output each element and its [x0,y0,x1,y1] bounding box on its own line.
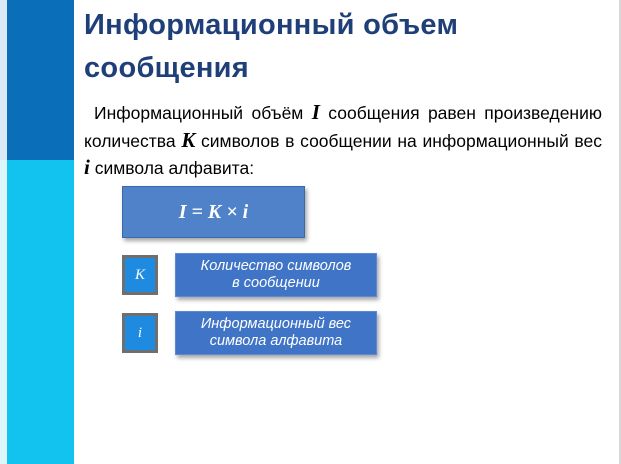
para-text-4: символа алфавита: [89,158,255,178]
symbol-k-box: K [122,255,158,295]
var-i: i [84,155,90,179]
sidebar-stripe [0,0,7,464]
symbol-i-box: i [122,313,158,353]
sidebar-decoration [0,0,74,464]
para-text-2: сообщения равен произведению количества [84,103,602,151]
var-K: K [181,127,196,152]
para-text-1: Информационный объём [94,103,312,123]
sidebar-dark-block [0,0,74,160]
symbol-i-description: Информационный вес символа алфавита [175,311,377,355]
formula-box: I = K × i [122,186,305,238]
para-text-3: символов в сообщении на информационный вес [195,130,603,151]
symbol-k-description: Количество символов в сообщении [175,253,377,297]
slide-title: Информационный объем сообщения [84,9,459,84]
var-I: I [311,100,320,124]
definition-paragraph [84,99,602,182]
